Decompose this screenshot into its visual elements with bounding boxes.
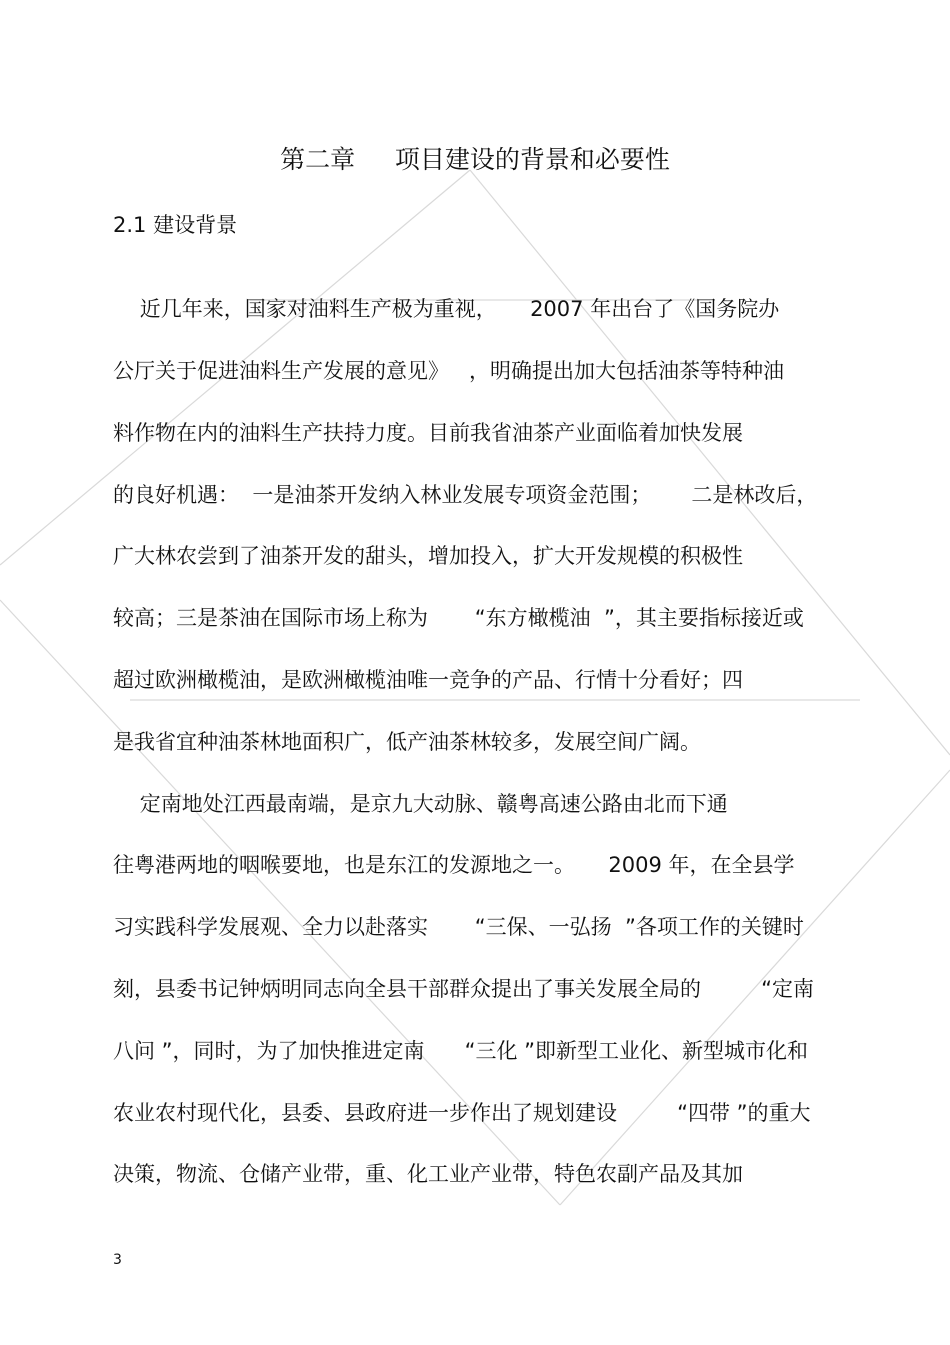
body-line: 的良好机遇： 一是油茶开发纳入林业发展专项资金范围； 二是林改后，	[113, 483, 818, 507]
body-line: 习实践科学发展观、全力以赴落实 “三保、一弘扬 ”各项工作的关键时	[113, 915, 804, 939]
body-line: 八问 ”，同时，为了加快推进定南 “三化 ”即新型工业化、新型城市化和	[113, 1039, 809, 1063]
section-title: 2.1 建设背景	[113, 213, 238, 237]
body-line: 往粤港两地的咽喉要地，也是东江的发源地之一。 2009 年，在全县学	[113, 853, 795, 877]
body-line: 刻，县委书记钟炳明同志向全县干部群众提出了事关发展全局的 “定南	[113, 977, 814, 1001]
page-number: 3	[113, 1252, 122, 1268]
body-line: 是我省宜种油茶林地面积广，低产油茶林较多，发展空间广阔。	[113, 730, 701, 754]
body-line: 较高；三是茶油在国际市场上称为 “东方橄榄油 ”，其主要指标接近或	[113, 606, 804, 630]
body-line: 近几年来，国家对油料生产极为重视， 2007 年出台了《国务院办	[113, 297, 780, 321]
body-line: 公厅关于促进油料生产发展的意见》 ，明确提出加大包括油茶等特种油	[113, 359, 785, 383]
body-line: 定南地处江西最南端，是京九大动脉、赣粤高速公路由北而下通	[113, 792, 728, 816]
body-line: 料作物在内的油料生产扶持力度。目前我省油茶产业面临着加快发展	[113, 421, 743, 445]
body-line: 超过欧洲橄榄油，是欧洲橄榄油唯一竞争的产品、行情十分看好；四	[113, 668, 743, 692]
body-line: 广大林农尝到了油茶开发的甜头，增加投入，扩大开发规模的积极性	[113, 544, 743, 568]
body-line: 决策，物流、仓储产业带，重、化工业产业带，特色农副产品及其加	[113, 1162, 743, 1186]
chapter-title: 第二章 项目建设的背景和必要性	[280, 145, 670, 174]
body-line: 农业农村现代化，县委、县政府进一步作出了规划建设 “四带 ”的重大	[113, 1101, 811, 1125]
